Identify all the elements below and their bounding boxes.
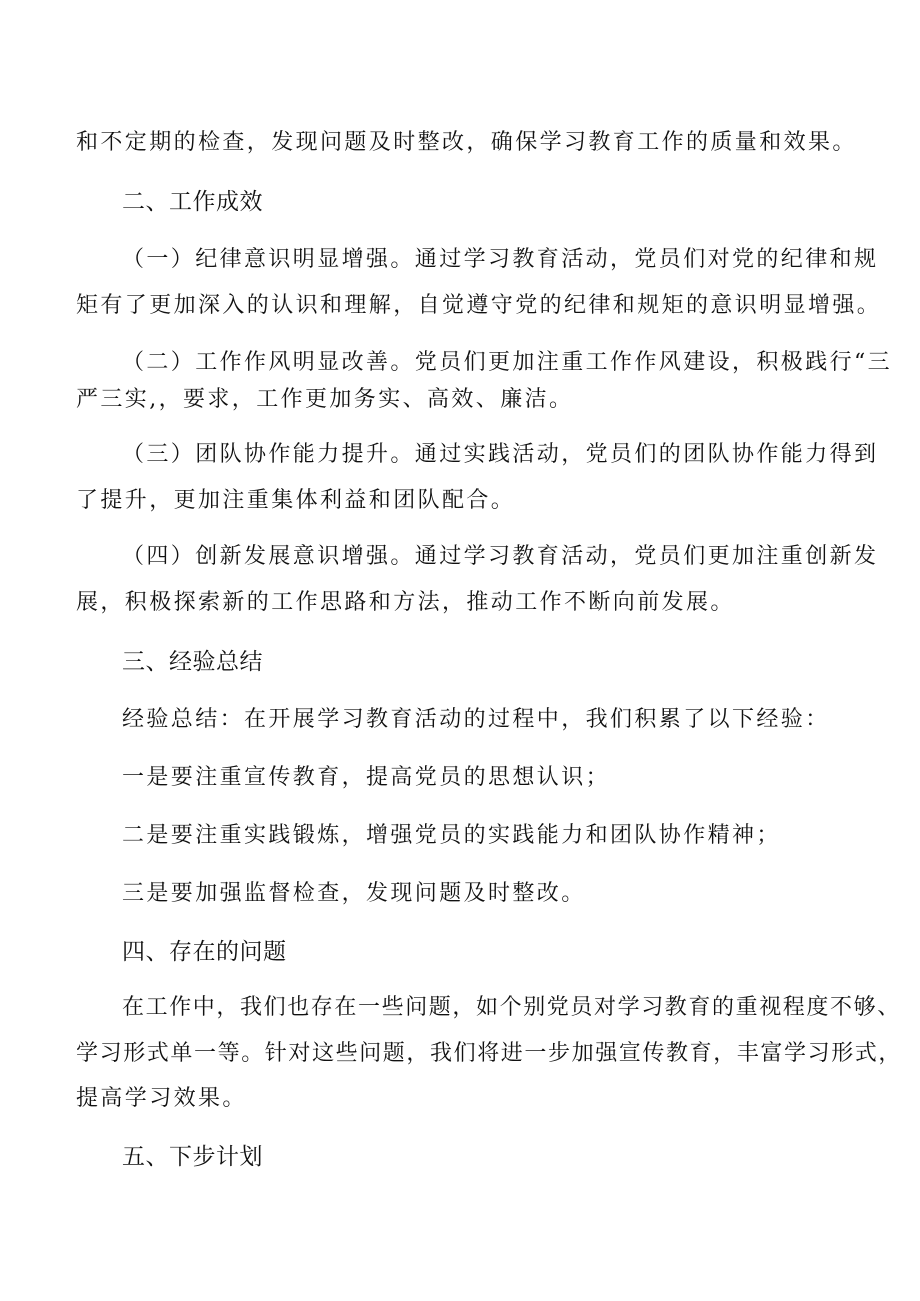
result-item-4-line-1: （四）创新发展意识增强。通过学习教育活动，党员们更加注重创新发 (122, 544, 879, 569)
experience-intro: 经验总结：在开展学习教育活动的过程中，我们积累了以下经验： (122, 707, 830, 732)
experience-point-3: 三是要加强监督检查，发现问题及时整改。 (122, 881, 586, 906)
problems-line-1: 在工作中，我们也存在一些问题，如个别党员对学习教育的重视程度不够、 (122, 995, 901, 1020)
section-heading-results: 二、工作成效 (122, 189, 263, 215)
result-item-2-line-2: 严三实,，要求，工作更加务实、高效、廉洁。 (76, 387, 574, 412)
problems-line-3: 提高学习效果。 (76, 1086, 247, 1111)
experience-point-2: 二是要注重实践锻炼，增强党员的实践能力和团队协作精神； (122, 823, 781, 848)
result-item-2-line-1: （二）工作作风明显改善。党员们更加注重工作作风建设，积极践行“三 (122, 350, 893, 375)
section-heading-next-plan: 五、下步计划 (122, 1144, 263, 1170)
result-item-1-line-1: （一）纪律意识明显增强。通过学习教育活动，党员们对党的纪律和规 (122, 247, 879, 272)
intro-paragraph-line: 和不定期的检查，发现问题及时整改，确保学习教育工作的质量和效果。 (76, 130, 857, 155)
experience-point-1: 一是要注重宣传教育，提高党员的思想认识； (122, 765, 611, 790)
result-item-3-line-2: 了提升，更加注重集体利益和团队配合。 (76, 488, 516, 513)
result-item-4-line-2: 展，积极探索新的工作思路和方法，推动工作不断向前发展。 (76, 590, 735, 615)
section-heading-problems: 四、存在的问题 (122, 939, 287, 965)
section-heading-experience: 三、经验总结 (122, 649, 263, 675)
result-item-3-line-1: （三）团队协作能力提升。通过实践活动，党员们的团队协作能力得到 (122, 442, 879, 467)
problems-line-2: 学习形式单一等。针对这些问题，我们将进一步加强宣传教育，丰富学习形式， (76, 1041, 903, 1066)
result-item-1-line-2: 矩有了更加深入的认识和理解，自觉遵守党的纪律和规矩的意识明显增强。 (76, 293, 882, 318)
